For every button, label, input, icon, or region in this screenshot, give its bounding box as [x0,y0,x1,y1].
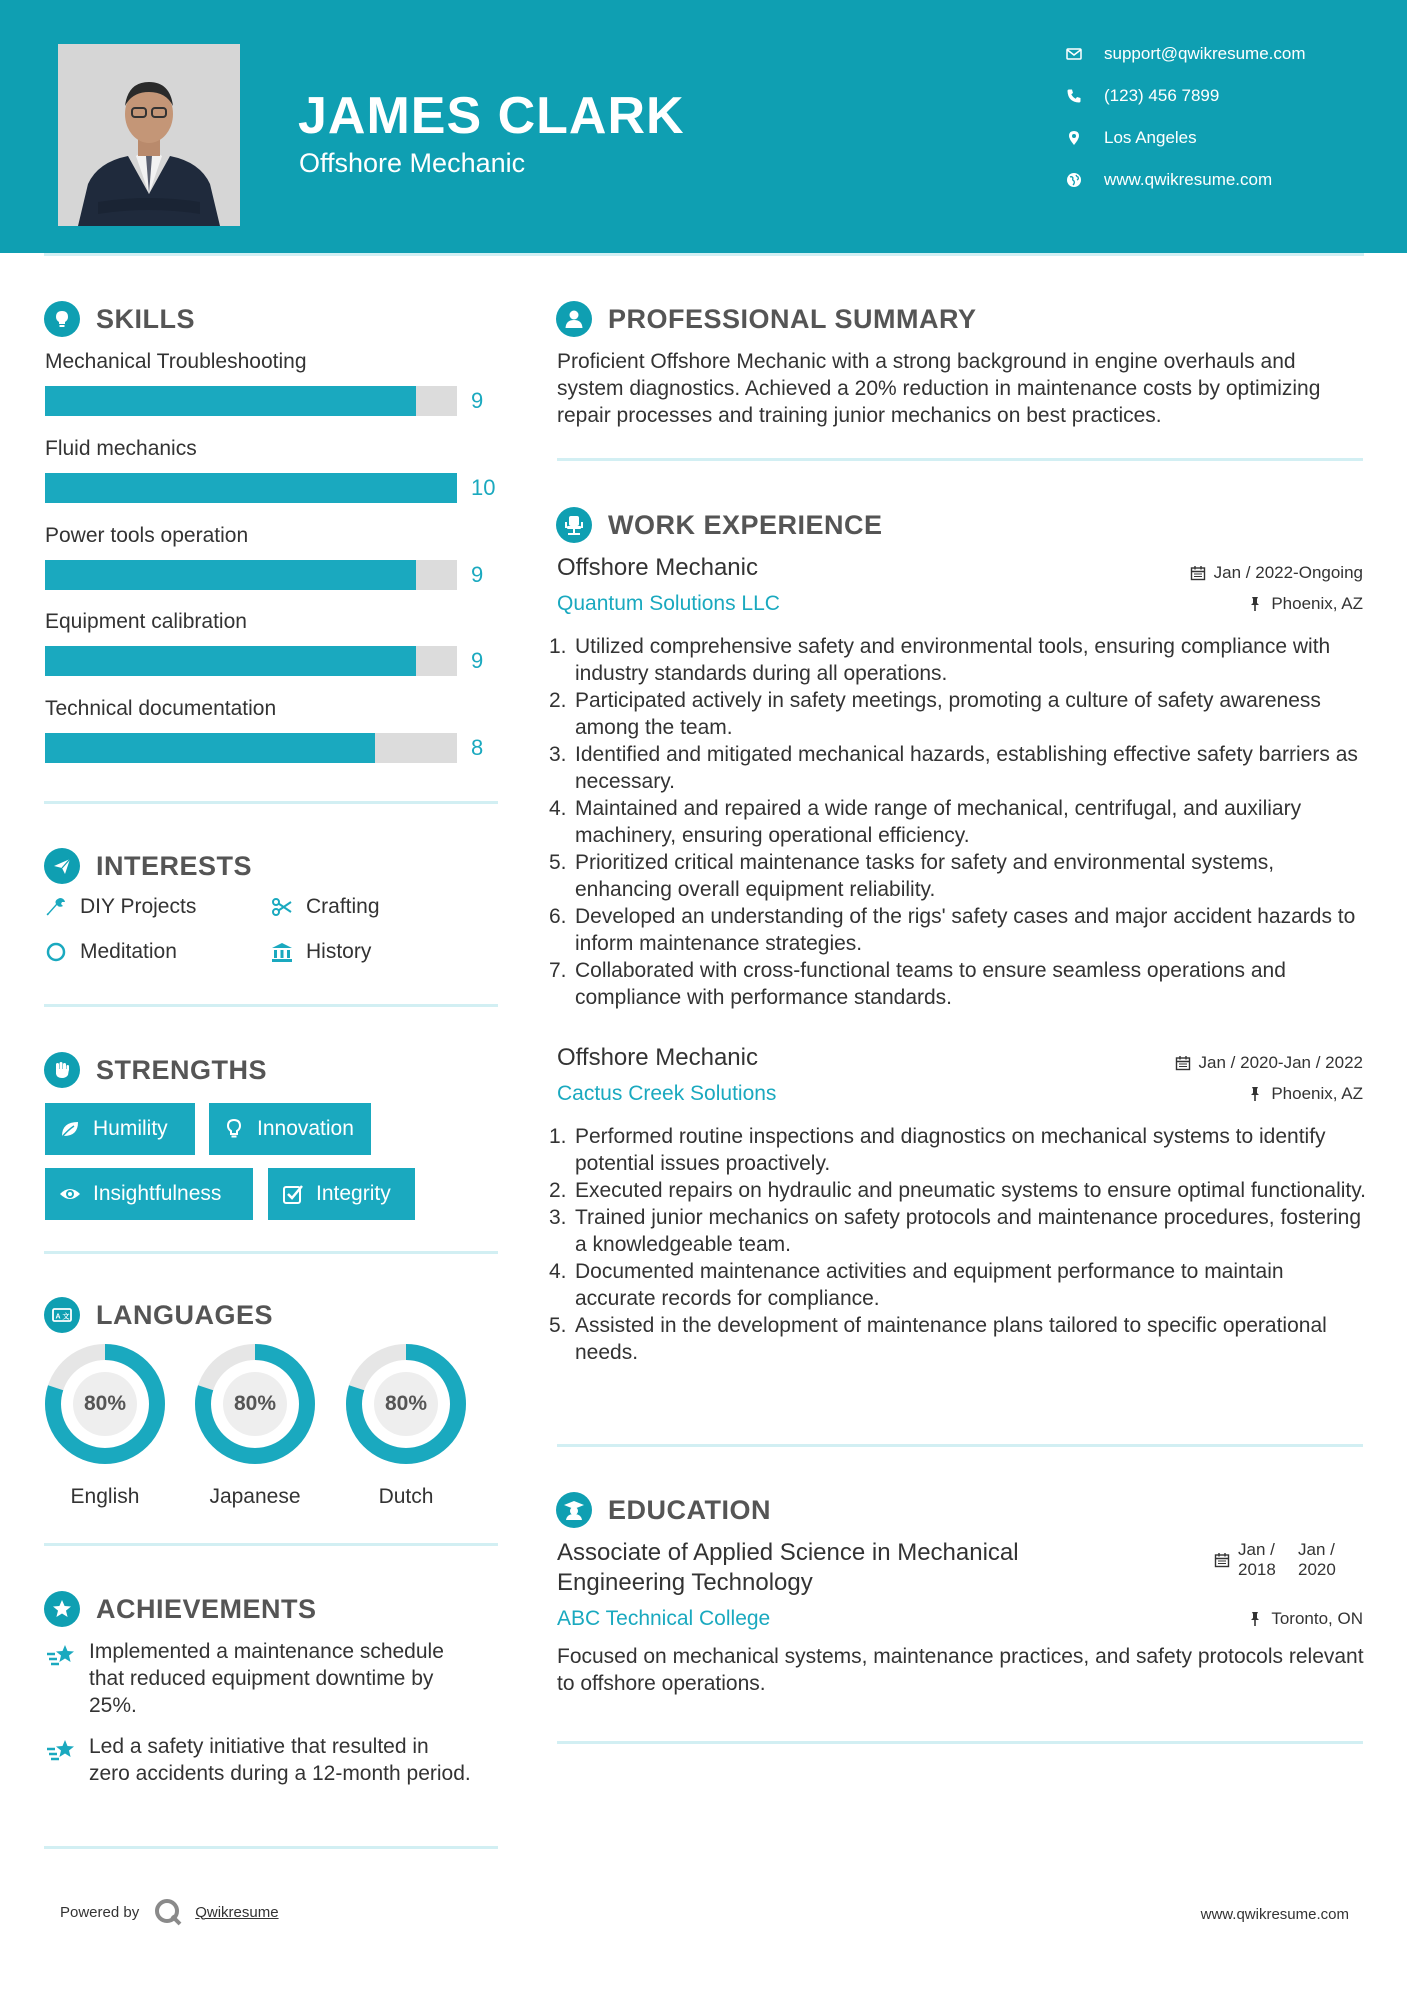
fist-icon [44,1052,80,1088]
job-bullet: 5. Prioritized critical maintenance tasks for safety and environmental systems, enhancing overall equipment reliability. [549,851,1275,901]
skill-name: Equipment calibration [45,610,247,633]
strength-tag [268,1168,415,1220]
strength-label: Integrity [316,1182,391,1205]
pushpin-icon [1247,1611,1263,1627]
profile-photo [58,44,240,226]
bullet-text: Utilized comprehensive safety and environmental tools, ensuring compliance with industry standards during all operations. [575,635,1331,685]
degree-title: Associate of Applied Science in Mechanical Engineering Technology [557,1539,1019,1596]
skill-value: 8 [471,735,484,760]
education-description: Focused on mechanical systems, maintenance practices, and safety protocols relevant to offshore operations. [557,1645,1364,1695]
achievement-item [45,1638,475,1719]
skill-bar-fill [45,386,416,416]
company-name: Quantum Solutions LLC [557,592,780,615]
achievements-title: ACHIEVEMENTS [96,1593,317,1624]
language-percent: 80% [384,1392,428,1415]
interest-item [44,895,196,919]
section-divider [557,1444,1363,1447]
powered-by-text: Powered by [60,1903,140,1921]
phone-icon [1064,86,1084,106]
section-divider [557,1741,1363,1744]
star-icon [44,1591,80,1627]
job-location [1247,594,1363,614]
resume-header [0,0,1407,253]
interest-label: History [306,940,372,963]
job-bullet: 1. Utilized comprehensive safety and environmental tools, ensuring compliance with industry standards during all operations. [549,635,1331,685]
skill-name: Technical documentation [45,697,277,720]
job-bullet: 3. Trained junior mechanics on safety protocols and maintenance procedures, fostering a knowledgeable team. [549,1206,1361,1256]
bullet-text: Performed routine inspections and diagnostics on mechanical systems to identify potential issues proactively. [575,1125,1326,1175]
footer-powered-by [60,1897,279,1927]
shooting-star-icon [45,1733,79,1763]
achievement-text: Led a safety initiative that resulted in zero accidents during a 12-month period. [89,1735,471,1785]
education-location-text: Toronto, ON [1271,1609,1363,1628]
section-divider [44,1543,498,1546]
interests-heading [44,848,252,884]
section-divider [44,1004,498,1007]
education-end: Jan / 2020 [1298,1540,1336,1579]
school-name: ABC Technical College [557,1607,771,1630]
summary-title: PROFESSIONAL SUMMARY [608,303,977,334]
interest-label: DIY Projects [80,895,197,918]
skill-value: 9 [471,388,484,413]
strength-label: Humility [93,1117,168,1140]
graduate-icon [556,1492,592,1528]
language-percent: 80% [83,1392,127,1415]
section-divider [44,1846,498,1849]
language-percent: 80% [233,1392,277,1415]
contact-website[interactable] [1064,166,1272,194]
contact-website-text: www.qwikresume.com [1104,170,1273,189]
lightbulb-icon [221,1118,247,1140]
job-location-text: Phoenix, AZ [1271,594,1363,613]
language-name: Dutch [378,1485,434,1508]
job-bullets [549,1123,1367,1366]
skill-bar-fill [45,560,416,590]
achievements-heading [44,1591,317,1627]
strength-tag [209,1103,371,1155]
job-location [1247,1084,1363,1104]
languages-heading [44,1297,273,1333]
skill-name: Power tools operation [45,524,249,547]
job-bullet: 7. Collaborated with cross-functional teams to ensure seamless operations and compliance with performance standards. [549,959,1286,1009]
lightbulb-icon [44,301,80,337]
achievement-item [45,1733,475,1787]
job-bullet: 4. Documented maintenance activities and equipment performance to maintain accurate records for compliance. [549,1260,1284,1310]
brand-link[interactable]: Qwikresume [195,1903,279,1921]
skill-value: 9 [471,648,484,673]
contact-location-text: Los Angeles [1104,128,1197,147]
bullet-text: Trained junior mechanics on safety protocols and maintenance procedures, fostering a knowledgeable team. [575,1206,1361,1256]
skill-name: Mechanical Troubleshooting [45,350,307,373]
education-heading [556,1492,771,1528]
contact-location [1064,124,1197,152]
job-bullet: 2. Participated actively in safety meetings, promoting a culture of safety awareness among the team. [549,689,1321,739]
language-item [44,1343,166,1509]
skill-value: 9 [471,562,484,587]
job-bullet: 4. Maintained and repaired a wide range of mechanical, centrifugal, and auxiliary machinery, ensuring operational efficiency. [549,797,1302,847]
office-chair-icon [556,507,592,543]
job-dates-text: Jan / 2022-Ongoing [1213,563,1363,582]
job-bullet: 3. Identified and mitigated mechanical hazards, establishing effective safety barriers as necessary. [549,743,1358,793]
bullet-text: Documented maintenance activities and equipment performance to maintain accurate records for compliance. [575,1260,1284,1310]
leaf-icon [57,1118,83,1140]
language-item [345,1343,467,1509]
job-title: Offshore Mechanic [557,1044,758,1071]
bullet-text: Collaborated with cross-functional teams to ensure seamless operations and compliance with performance standards. [575,959,1286,1009]
strength-tag [45,1168,253,1220]
skill-bar [45,473,457,503]
user-icon [556,301,592,337]
strength-tag [45,1103,195,1155]
contact-email-text: support@qwikresume.com [1104,44,1306,63]
bullet-text: Assisted in the development of maintenance plans tailored to specific operational needs. [575,1314,1327,1364]
skill-bar [45,646,457,676]
language-name: Japanese [209,1485,301,1508]
skill-bar-fill [45,733,375,763]
summary-text: Proficient Offshore Mechanic with a strong background in engine overhauls and system diagnostics. Achieved a 20% reduction in maintenance costs by optimizing repair processes and training junior mechanics on best practices. [557,350,1321,427]
job-bullet: 5. Assisted in the development of maintenance plans tailored to specific operational needs. [549,1314,1327,1364]
job-bullet: 1. Performed routine inspections and diagnostics on mechanical systems to identify potential issues proactively. [549,1125,1326,1175]
interests-title: INTERESTS [96,850,253,881]
experience-title: WORK EXPERIENCE [608,509,883,540]
job-dates [1175,1053,1363,1073]
header-divider [44,253,1364,256]
paper-plane-icon [44,848,80,884]
pushpin-icon [1247,1086,1263,1102]
circle-icon [44,940,68,964]
skills-heading [44,301,195,337]
contact-email[interactable] [1064,40,1306,68]
interest-label: Meditation [80,940,177,963]
achievement-text: Implemented a maintenance schedule that reduced equipment downtime by 25%. [89,1640,444,1717]
checkbox-icon [280,1183,306,1205]
interest-item [270,940,371,964]
job-bullets [549,633,1367,1011]
interest-item [270,895,380,919]
interest-item [44,940,177,964]
section-divider [557,458,1363,461]
eye-icon [57,1183,83,1205]
education-start: Jan / 2018 [1238,1540,1276,1579]
language-icon [44,1297,80,1333]
candidate-title: Offshore Mechanic [299,148,526,178]
education-location [1247,1609,1363,1629]
strength-label: Insightfulness [93,1182,222,1205]
bullet-text: Executed repairs on hydraulic and pneumatic systems to ensure optimal functionality. [575,1179,1367,1202]
skill-name: Fluid mechanics [45,437,197,460]
envelope-icon [1064,44,1084,64]
scissors-icon [270,895,294,919]
education-dates [1214,1540,1358,1580]
bullet-text: Identified and mitigated mechanical hazards, establishing effective safety barriers as necessary. [575,743,1358,793]
candidate-name: JAMES CLARK [298,87,685,145]
wrench-icon [44,895,68,919]
pushpin-icon [1247,596,1263,612]
languages-title: LANGUAGES [96,1299,274,1330]
language-name: English [70,1485,140,1508]
section-divider [44,801,498,804]
museum-icon [270,940,294,964]
globe-icon [1064,170,1084,190]
education-title: EDUCATION [608,1494,771,1525]
skill-bar-fill [45,646,416,676]
job-location-text: Phoenix, AZ [1271,1084,1363,1103]
skills-title: SKILLS [96,303,196,334]
job-bullet: 2. Executed repairs on hydraulic and pneumatic systems to ensure optimal functionality. [549,1179,1367,1202]
skill-bar [45,560,457,590]
job-dates [1190,563,1363,583]
section-divider [44,1251,498,1254]
bullet-text: Developed an understanding of the rigs' safety cases and major accident hazards to inform maintenance strategies. [575,905,1356,955]
experience-heading [556,507,883,543]
skill-bar [45,733,457,763]
skill-bar [45,386,457,416]
job-title: Offshore Mechanic [557,554,758,581]
language-item [194,1343,316,1509]
job-bullet: 6. Developed an understanding of the rigs' safety cases and major accident hazards to inform maintenance strategies. [549,905,1356,955]
location-pin-icon [1064,128,1084,148]
portrait-image [58,44,240,226]
strengths-title: STRENGTHS [96,1054,268,1085]
bullet-text: Prioritized critical maintenance tasks for safety and environmental systems, enhancing overall equipment reliability. [575,851,1275,901]
skill-value: 10 [471,475,496,500]
calendar-icon [1190,565,1206,581]
contact-phone-text: (123) 456 7899 [1104,86,1220,105]
summary-heading [556,301,977,337]
svg-text:文: 文 [62,1313,70,1321]
shooting-star-icon [45,1638,79,1668]
svg-text:A: A [55,1313,61,1321]
calendar-icon [1214,1552,1230,1568]
calendar-icon [1175,1055,1191,1071]
company-name: Cactus Creek Solutions [557,1082,777,1105]
bullet-text: Maintained and repaired a wide range of mechanical, centrifugal, and auxiliary machinery, ensuring operational efficiency. [575,797,1302,847]
skill-bar-fill [45,473,457,503]
footer-website[interactable]: www.qwikresume.com [1200,1906,1349,1923]
strength-label: Innovation [257,1117,354,1140]
job-dates-text: Jan / 2020-Jan / 2022 [1198,1053,1363,1072]
contact-phone[interactable] [1064,82,1219,110]
bullet-text: Participated actively in safety meetings, promoting a culture of safety awareness among the team. [575,689,1321,739]
strengths-heading [44,1052,267,1088]
interest-label: Crafting [306,895,380,918]
qwikresume-logo-icon [153,1897,183,1927]
